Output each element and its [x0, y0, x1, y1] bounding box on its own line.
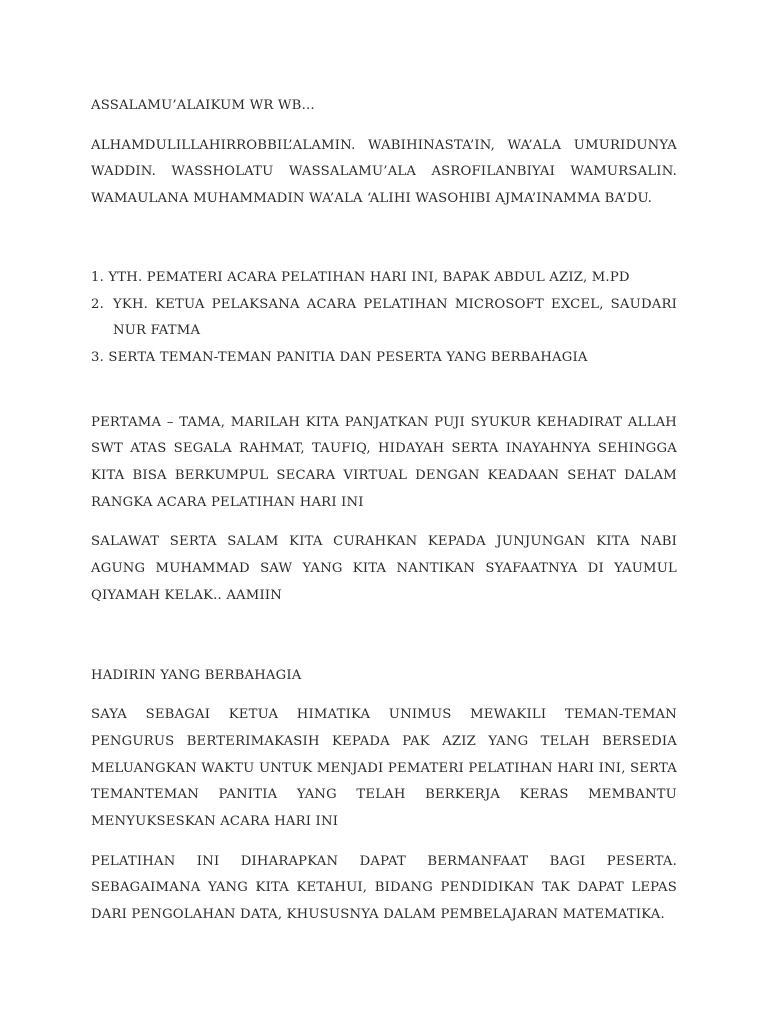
spacer	[91, 226, 677, 265]
hope-paragraph: PELATIHAN INI DIHARAPKAN DAPAT BERMANFAAT BAGI PESERTA. SEBAGAIMANA YANG KITA KETAHUI, BIDANG PENDIDIKAN TAK DAPAT LEPAS DARI PENGOLAHAN DATA, KHUSUSNYA DALAM PEMBELAJARAN MATEMATIKA.	[91, 853, 677, 923]
list-item	[91, 345, 677, 372]
list-text: SERTA TEMAN-TEMAN PANITIA DAN PESERTA YANG BERBAHAGIA	[108, 349, 588, 365]
audience-heading: HADIRIN YANG BERBAHAGIA	[91, 667, 302, 683]
list-item	[91, 292, 677, 345]
list-text: YKH. KETUA PELAKSANA ACARA PELATIHAN MICROSOFT EXCEL, SAUDARI NUR FATMA	[113, 296, 677, 339]
greeting: ASSALAMU’ALAIKUM WR WB…	[91, 98, 315, 113]
salawat-paragraph: SALAWAT SERTA SALAM KITA CURAHKAN KEPADA JUNJUNGAN KITA NABI AGUNG MUHAMMAD SAW YANG KITA NANTIKAN SYAFAATNYA DI YAUMUL QIYAMAH KELAK.. AAMIIN	[91, 534, 677, 603]
list-number: 1.	[91, 269, 109, 285]
gratitude-paragraph: PERTAMA – TAMA, MARILAH KITA PANJATKAN PUJI SYUKUR KEHADIRAT ALLAH SWT ATAS SEGALA RAHMAT, TAUFIQ, HIDAYAH SERTA INAYAHNYA SEHINGGA KITA BISA BERKUMPUL SECARA VIRTUAL DENGAN KEADAAN SEHAT DALAM RANGKA ACARA PELATIHAN HARI INI	[91, 414, 677, 510]
thanks-paragraph: SAYA SEBAGAI KETUA HIMATIKA UNIMUS MEWAKILI TEMAN-TEMAN PENGURUS BERTERIMAKASIH KEPADA PAK AZIZ YANG TELAH BERSEDIA MELUANGKAN WAKTU UNTUK MENJADI PEMATERI PELATIHAN HARI INI, SERTA TEMANTEMAN PANITIA YANG TELAH BERKERJA KERAS MEMBANTU MENYUKSESKAN ACARA HARI INI	[91, 707, 677, 830]
opening-paragraph: ALHAMDULILLAHIRROBBIL’ALAMIN. WABIHINASTA’IN, WA’ALA UMURIDUNYA WADDIN. WASSHOLATU WASSALAMU’ALA ASROFILANBIYAI WAMURSALIN. WAMAULANA MUHAMMADIN WA’ALA ‘ALIHI WASOHIBI AJMA’INAMMA BA’DU.	[91, 137, 677, 207]
document-page	[91, 93, 677, 942]
list-text: YTH. PEMATERI ACARA PELATIHAN HARI INI, BAPAK ABDUL AZIZ, M.PD	[108, 269, 630, 285]
list-number: 2.	[91, 296, 104, 312]
spacer	[91, 623, 677, 663]
salutation-list	[91, 265, 677, 372]
list-item	[91, 265, 677, 292]
list-number: 3.	[91, 349, 109, 365]
spacer	[91, 372, 677, 410]
